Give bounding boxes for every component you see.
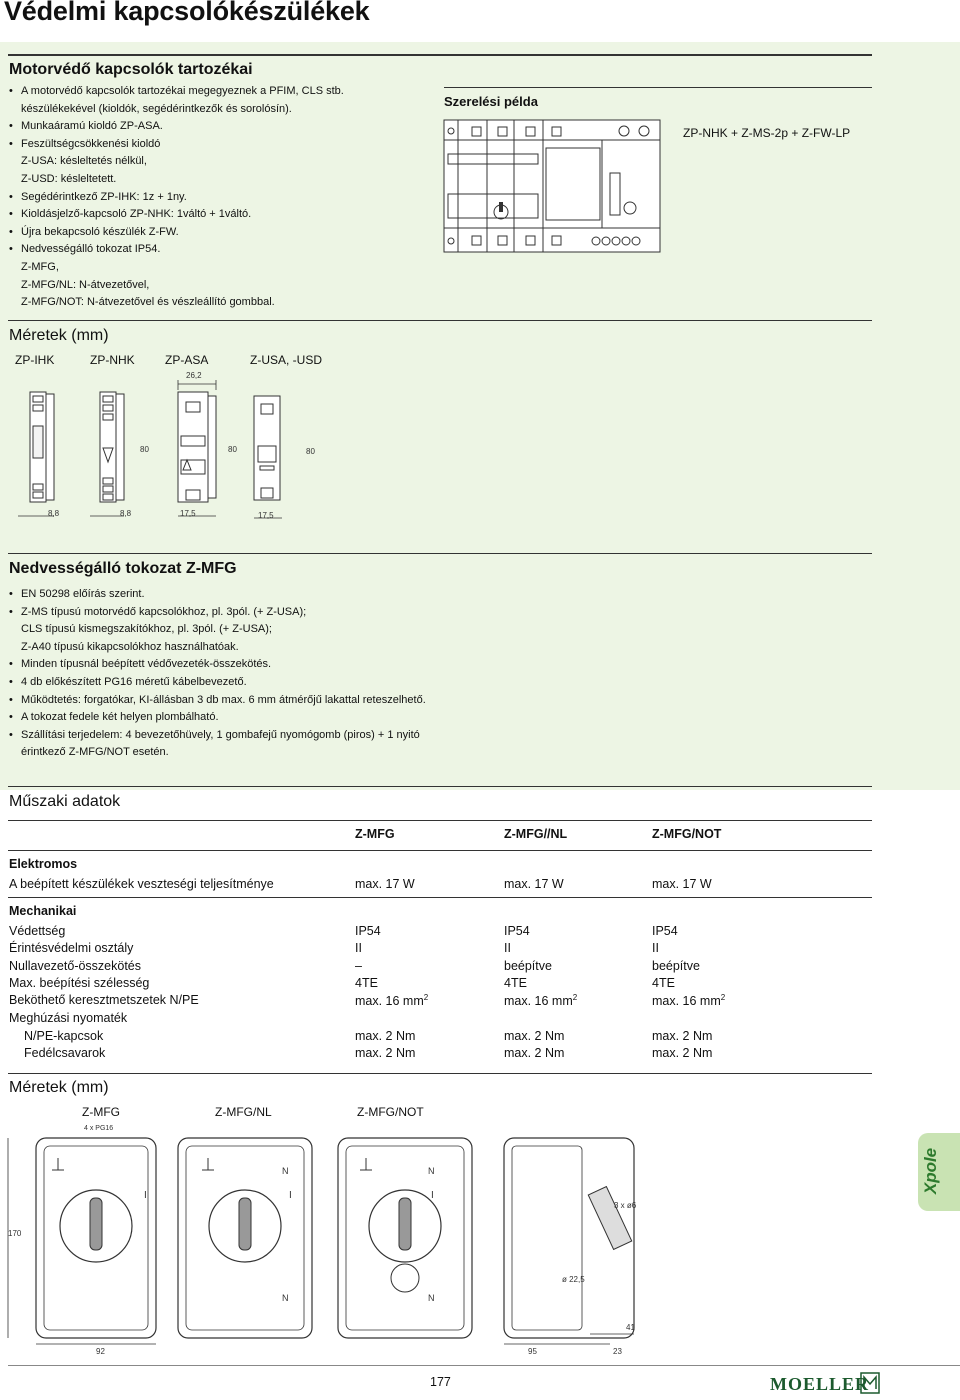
terminal-n-label: N	[428, 1293, 435, 1303]
list-item: • 4 db előkészített PG16 méretű kábelbevezető.	[9, 674, 869, 692]
cell: max. 2 Nm	[355, 1029, 416, 1043]
list-item: • Működtetés: forgatókar, KI-állásban 3 db max. 6 mm átmérőjű lakattal reteszelhető.	[9, 692, 869, 710]
dims2-label-z-mfg-nl: Z-MFG/NL	[215, 1105, 272, 1119]
list-item: Z-MFG,	[21, 260, 59, 273]
list-item: Z-MFG/NL: N-átvezetővel,	[21, 278, 150, 291]
table-header	[0, 827, 960, 844]
dims2-label-z-mfg-not: Z-MFG/NOT	[357, 1105, 424, 1119]
dims-label-zp-ihk: ZP-IHK	[15, 353, 55, 367]
brand-emblem-icon	[860, 1372, 880, 1394]
list-item: Z-USA: késleltetés nélkül,	[21, 155, 147, 168]
row-label: Max. beépítési szélesség	[9, 976, 150, 990]
switch-position-label: I	[431, 1190, 434, 1201]
row-label: N/PE-kapcsok	[24, 1029, 104, 1043]
dim-17-5: 17,5	[258, 511, 274, 520]
row-label: Védettség	[9, 924, 66, 938]
cell-unit-sup: 2	[720, 993, 726, 1002]
list-item: CLS típusú kismegszakítókhoz, pl. 3pól. (+ Z-USA);	[21, 623, 272, 636]
section-label: Elektromos	[9, 857, 78, 871]
col-header: Z-MFG	[355, 827, 395, 841]
dim-80: 80	[228, 445, 237, 454]
mounting-drawing	[442, 118, 664, 256]
cell: beépítve	[504, 959, 552, 973]
table-section	[0, 857, 960, 874]
switch-position-label: I	[289, 1190, 292, 1201]
cell	[504, 993, 577, 1008]
cell: beépítve	[652, 959, 700, 973]
list-item: Z-A40 típusú kikapcsolókhoz használhatóak.	[21, 640, 239, 653]
cell: II	[652, 941, 659, 955]
dim-170: 170	[8, 1229, 22, 1238]
dim-95: 95	[528, 1347, 537, 1356]
divider	[444, 87, 872, 88]
divider	[8, 54, 872, 56]
cell	[652, 993, 725, 1008]
cell: max. 2 Nm	[355, 1046, 416, 1060]
list-item: • Nedvességálló tokozat IP54.	[9, 241, 429, 259]
dim-3x6: 3 x ø6	[614, 1201, 637, 1210]
divider	[8, 820, 872, 821]
dim-8-8: 8,8	[120, 509, 132, 518]
table-row	[0, 976, 960, 993]
table-row	[0, 993, 960, 1010]
terminal-n-label: N	[282, 1293, 289, 1303]
dims-label-zp-asa: ZP-ASA	[165, 353, 209, 367]
table-row	[0, 1029, 960, 1046]
cell-value: max. 16 mm	[504, 994, 573, 1009]
divider	[8, 786, 872, 787]
cell: 4TE	[652, 976, 675, 990]
enclosure-heading: Nedvességálló tokozat Z-MFG	[9, 560, 237, 577]
list-item: • EN 50298 előírás szerint.	[9, 586, 869, 604]
dim-41: 41	[626, 1323, 635, 1332]
cell-unit-sup: 2	[572, 993, 578, 1002]
dims1-heading: Méretek (mm)	[9, 327, 109, 344]
divider	[8, 850, 872, 851]
dim-4xpg16: 4 x PG16	[84, 1125, 114, 1132]
divider	[8, 1073, 872, 1074]
dims2-heading: Méretek (mm)	[9, 1079, 109, 1096]
cell-unit-sup: 2	[423, 993, 429, 1002]
cell: max. 17 W	[652, 877, 712, 891]
accessories-heading: Motorvédő kapcsolók tartozékai	[9, 61, 253, 78]
list-item: Z-USD: késleltetett.	[21, 172, 117, 185]
list-item: • Szállítási terjedelem: 4 bevezetőhüvely, 1 gombafejű nyomógomb (piros) + 1 nyitó	[9, 727, 869, 745]
table-row	[0, 959, 960, 976]
list-item: készülékekével (kioldók, segédérintkezők és sorolósín).	[21, 102, 292, 115]
cell: –	[355, 959, 362, 973]
enclosure-list	[9, 586, 869, 762]
cell: max. 17 W	[355, 877, 415, 891]
cell: max. 2 Nm	[504, 1029, 565, 1043]
cell: max. 17 W	[504, 877, 564, 891]
brand-logo: MOELLER	[770, 1374, 870, 1394]
cell: IP54	[652, 924, 678, 938]
list-item: • Segédérintkező ZP-IHK: 1z + 1ny.	[9, 189, 429, 207]
list-item: • Minden típusnál beépített védővezeték-összekötés.	[9, 656, 869, 674]
row-label: A beépített készülékek veszteségi teljesítménye	[9, 877, 274, 891]
cell-value: max. 16 mm	[355, 994, 424, 1009]
side-tab-label: Xpole	[921, 1147, 941, 1195]
dims-label-z-usa: Z-USA, -USD	[250, 353, 322, 367]
cell-value: max. 16 mm	[652, 994, 721, 1009]
cell: II	[504, 941, 511, 955]
cell	[355, 993, 428, 1008]
page-title: Védelmi kapcsolókészülékek	[4, 0, 370, 26]
dim-80: 80	[306, 447, 315, 456]
mounting-heading: Szerelési példa	[444, 94, 538, 109]
divider	[8, 1365, 960, 1366]
cell: IP54	[504, 924, 530, 938]
row-label: Fedélcsavarok	[24, 1046, 106, 1060]
table-section	[0, 904, 960, 921]
table-row	[0, 1011, 960, 1028]
list-item: • Munkaáramú kioldó ZP-ASA.	[9, 118, 429, 136]
switch-position-label: I	[144, 1190, 147, 1201]
terminal-n-label: N	[282, 1166, 289, 1176]
terminal-n-label: N	[428, 1166, 435, 1176]
row-label: Nullavezető-összekötés	[9, 959, 142, 973]
section-label: Mechanikai	[9, 904, 77, 918]
divider	[8, 553, 872, 554]
row-label: Érintésvédelmi osztály	[9, 941, 134, 955]
list-item: • A tokozat fedele két helyen plombálható.	[9, 709, 869, 727]
list-item: • Kioldásjelző-kapcsoló ZP-NHK: 1váltó + 1váltó.	[9, 206, 429, 224]
row-label: Meghúzási nyomaték	[9, 1011, 128, 1025]
list-item: • Z-MS típusú motorvédő kapcsolókhoz, pl. 3pól. (+ Z-USA);	[9, 604, 869, 622]
table-row	[0, 924, 960, 941]
dim-80: 80	[140, 445, 149, 454]
dim-23: 23	[613, 1347, 622, 1356]
dim-92: 92	[96, 1347, 105, 1356]
table-row	[0, 941, 960, 958]
row-label: Beköthető keresztmetszetek N/PE	[9, 993, 199, 1007]
list-item: • A motorvédő kapcsolók tartozékai megegyeznek a PFIM, CLS stb.	[9, 83, 429, 101]
accessories-list	[9, 83, 429, 312]
cell: max. 2 Nm	[652, 1046, 713, 1060]
dim-17-5: 17,5	[180, 509, 196, 518]
dimension-drawing-enclosures	[0, 1118, 660, 1358]
dimension-drawing-accessories	[10, 366, 330, 530]
list-item: • Újra bekapcsoló készülék Z-FW.	[9, 224, 429, 242]
col-header: Z-MFG/NOT	[652, 827, 722, 841]
cell: 4TE	[355, 976, 378, 990]
cell: max. 2 Nm	[652, 1029, 713, 1043]
mounting-label: ZP-NHK + Z-MS-2p + Z-FW-LP	[683, 126, 851, 140]
dims-label-zp-nhk: ZP-NHK	[90, 353, 135, 367]
col-header: Z-MFG//NL	[504, 827, 568, 841]
table-row	[0, 1046, 960, 1063]
dim-22-5: ø 22,5	[562, 1275, 585, 1284]
cell: max. 2 Nm	[504, 1046, 565, 1060]
list-item: Z-MFG/NOT: N-átvezetővel és vészleállító gombbal.	[21, 296, 275, 309]
dim-26-2: 26,2	[186, 371, 202, 380]
cell: IP54	[355, 924, 381, 938]
tech-heading: Műszaki adatok	[9, 793, 121, 810]
dims2-label-z-mfg: Z-MFG	[82, 1105, 120, 1119]
list-item: • Feszültségcsökkenési kioldó	[9, 136, 429, 154]
divider	[8, 320, 872, 321]
side-tab	[918, 1133, 960, 1211]
divider	[8, 897, 872, 898]
table-row	[0, 877, 960, 894]
page-number: 177	[430, 1375, 451, 1389]
cell: II	[355, 941, 362, 955]
cell: 4TE	[504, 976, 527, 990]
dim-8-8: 8,8	[48, 509, 60, 518]
list-item: érintkező Z-MFG/NOT esetén.	[21, 746, 169, 759]
